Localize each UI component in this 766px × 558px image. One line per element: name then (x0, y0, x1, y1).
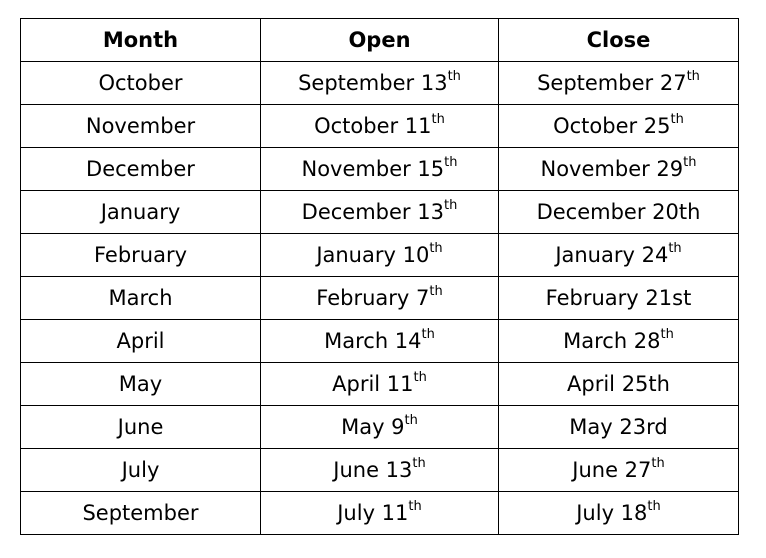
close-ordinal-suffix: th (668, 241, 682, 256)
close-date-text: November 29 (540, 157, 684, 181)
schedule-table (20, 18, 739, 535)
cell-open (261, 62, 499, 105)
cell-open (261, 191, 499, 234)
open-ordinal-suffix: th (412, 456, 426, 471)
cell-month (21, 363, 261, 406)
open-date-text: January 10 (316, 243, 430, 267)
cell-month (21, 62, 261, 105)
open-ordinal-suffix: th (404, 413, 418, 428)
cell-close (499, 320, 739, 363)
open-date-text: May 9 (341, 415, 405, 439)
cell-close (499, 105, 739, 148)
cell-open (261, 234, 499, 277)
cell-close (499, 62, 739, 105)
cell-open (261, 406, 499, 449)
open-date-text: December 13 (301, 200, 444, 224)
close-date-text: March 28 (563, 329, 661, 353)
cell-open (261, 363, 499, 406)
cell-close (499, 191, 739, 234)
close-date-text: April 25th (567, 372, 670, 396)
table-row (21, 363, 739, 406)
close-date-text: July 18 (576, 501, 648, 525)
open-date-text: June 13 (333, 458, 413, 482)
table-row (21, 320, 739, 363)
open-date-text: March 14 (324, 329, 422, 353)
cell-month (21, 191, 261, 234)
cell-month (21, 234, 261, 277)
month-text: November (85, 114, 196, 138)
cell-open (261, 148, 499, 191)
cell-close (499, 363, 739, 406)
cell-month (21, 492, 261, 535)
cell-open (261, 105, 499, 148)
open-date-text: July 11 (337, 501, 409, 525)
cell-open (261, 277, 499, 320)
close-ordinal-suffix: th (647, 499, 661, 514)
close-date-text: December 20th (536, 200, 701, 224)
open-ordinal-suffix: th (431, 112, 445, 127)
close-ordinal-suffix: th (686, 69, 700, 84)
open-ordinal-suffix: th (429, 284, 443, 299)
open-date-text: February 7 (316, 286, 430, 310)
close-ordinal-suffix: th (651, 456, 665, 471)
cell-close (499, 406, 739, 449)
header-close: Close (499, 19, 739, 62)
open-date-text: October 11 (314, 114, 432, 138)
open-ordinal-suffix: th (421, 327, 435, 342)
cell-open (261, 492, 499, 535)
table-row (21, 277, 739, 320)
cell-close (499, 148, 739, 191)
cell-month (21, 148, 261, 191)
cell-month (21, 277, 261, 320)
cell-close (499, 449, 739, 492)
close-date-text: February 21st (545, 286, 692, 310)
close-ordinal-suffix: th (670, 112, 684, 127)
close-ordinal-suffix: th (660, 327, 674, 342)
close-date-text: October 25 (553, 114, 671, 138)
cell-close (499, 492, 739, 535)
month-text: March (108, 286, 173, 310)
month-text: June (117, 415, 164, 439)
cell-month (21, 406, 261, 449)
open-ordinal-suffix: th (447, 69, 461, 84)
cell-month (21, 449, 261, 492)
month-text: September (82, 501, 199, 525)
header-open: Open (261, 19, 499, 62)
month-text: December (86, 157, 195, 181)
open-ordinal-suffix: th (413, 370, 427, 385)
close-date-text: September 27 (537, 71, 687, 95)
open-date-text: November 15 (301, 157, 445, 181)
header-month: Month (21, 19, 261, 62)
close-date-text: June 27 (572, 458, 652, 482)
table-row (21, 406, 739, 449)
month-text: April (116, 329, 165, 353)
open-ordinal-suffix: th (443, 198, 458, 213)
cell-month (21, 320, 261, 363)
close-date-text: May 23rd (569, 415, 668, 439)
month-text: July (121, 458, 160, 482)
open-date-text: September 13 (298, 71, 448, 95)
table-row (21, 234, 739, 277)
header-row (21, 19, 739, 62)
open-ordinal-suffix: th (444, 155, 458, 170)
cell-month (21, 105, 261, 148)
table-row (21, 449, 739, 492)
month-text: October (98, 71, 183, 95)
table-body (21, 62, 739, 535)
cell-close (499, 234, 739, 277)
table-row (21, 105, 739, 148)
cell-open (261, 449, 499, 492)
cell-open (261, 320, 499, 363)
month-text: February (93, 243, 188, 267)
close-date-text: January 24 (555, 243, 669, 267)
table-row (21, 148, 739, 191)
table-row (21, 191, 739, 234)
close-ordinal-suffix: th (683, 155, 697, 170)
table-row (21, 62, 739, 105)
month-text: January (100, 200, 181, 224)
open-ordinal-suffix: th (408, 499, 422, 514)
table-row (21, 492, 739, 535)
open-date-text: April 11 (332, 372, 414, 396)
month-text: May (118, 372, 163, 396)
cell-close (499, 277, 739, 320)
open-ordinal-suffix: th (429, 241, 443, 256)
